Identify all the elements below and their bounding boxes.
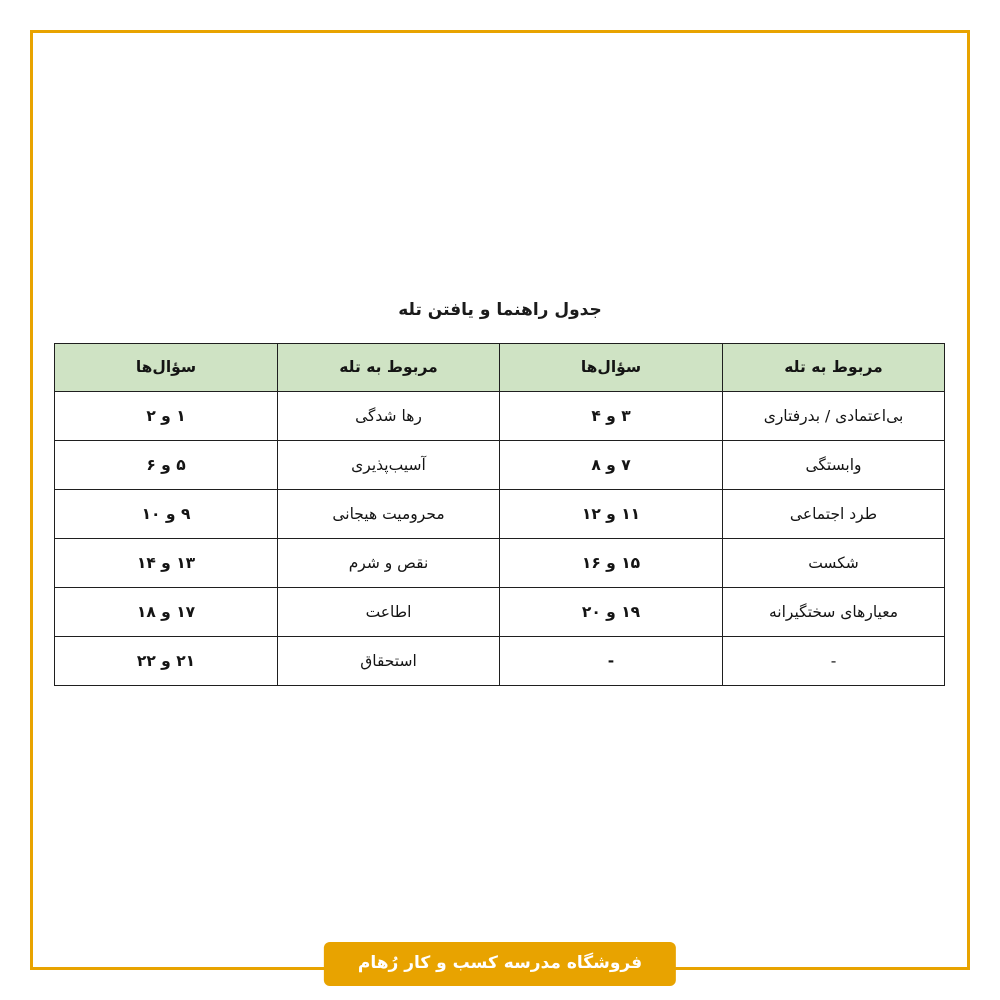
cell-questions-a: ۹ و ۱۰ (55, 490, 278, 539)
cell-questions-a: ۱۳ و ۱۴ (55, 539, 278, 588)
cell-questions-b: - (500, 637, 723, 686)
column-header-traps-right: مربوط به تله (723, 344, 945, 392)
table-header-row (55, 344, 945, 392)
table-header (55, 344, 945, 392)
table-row (55, 490, 945, 539)
column-header-traps-left: مربوط به تله (278, 344, 500, 392)
cell-trap-b: شکست (723, 539, 945, 588)
cell-questions-b: ۷ و ۸ (500, 441, 723, 490)
cell-trap-a: استحقاق (278, 637, 500, 686)
table-row (55, 392, 945, 441)
cell-trap-a: رها شدگی (278, 392, 500, 441)
cell-trap-b: - (723, 637, 945, 686)
cell-trap-b: وابستگی (723, 441, 945, 490)
table-row (55, 637, 945, 686)
cell-questions-b: ۳ و ۴ (500, 392, 723, 441)
cell-trap-a: محرومیت هیجانی (278, 490, 500, 539)
page-title: جدول راهنما و یافتن تله (398, 300, 602, 320)
cell-questions-a: ۲۱ و ۲۲ (55, 637, 278, 686)
cell-questions-b: ۱۹ و ۲۰ (500, 588, 723, 637)
table-body (55, 392, 945, 686)
trap-lookup-table (54, 343, 945, 686)
table-container (55, 343, 945, 686)
cell-trap-b: معیارهای سختگیرانه (723, 588, 945, 637)
cell-trap-a: اطاعت (278, 588, 500, 637)
cell-questions-a: ۵ و ۶ (55, 441, 278, 490)
cell-trap-a: نقص و شرم (278, 539, 500, 588)
cell-questions-b: ۱۵ و ۱۶ (500, 539, 723, 588)
table-row (55, 539, 945, 588)
cell-questions-b: ۱۱ و ۱۲ (500, 490, 723, 539)
cell-questions-a: ۱۷ و ۱۸ (55, 588, 278, 637)
table-row (55, 441, 945, 490)
column-header-questions-left: سؤال‌ها (55, 344, 278, 392)
cell-trap-b: بی‌اعتمادی / بدرفتاری (723, 392, 945, 441)
cell-trap-b: طرد اجتماعی (723, 490, 945, 539)
cell-trap-a: آسیب‌پذیری (278, 441, 500, 490)
table-row (55, 588, 945, 637)
column-header-questions-right: سؤال‌ها (500, 344, 723, 392)
footer-brand-ribbon: فروشگاه مدرسه کسب و کار رُهام (324, 942, 676, 986)
cell-questions-a: ۱ و ۲ (55, 392, 278, 441)
